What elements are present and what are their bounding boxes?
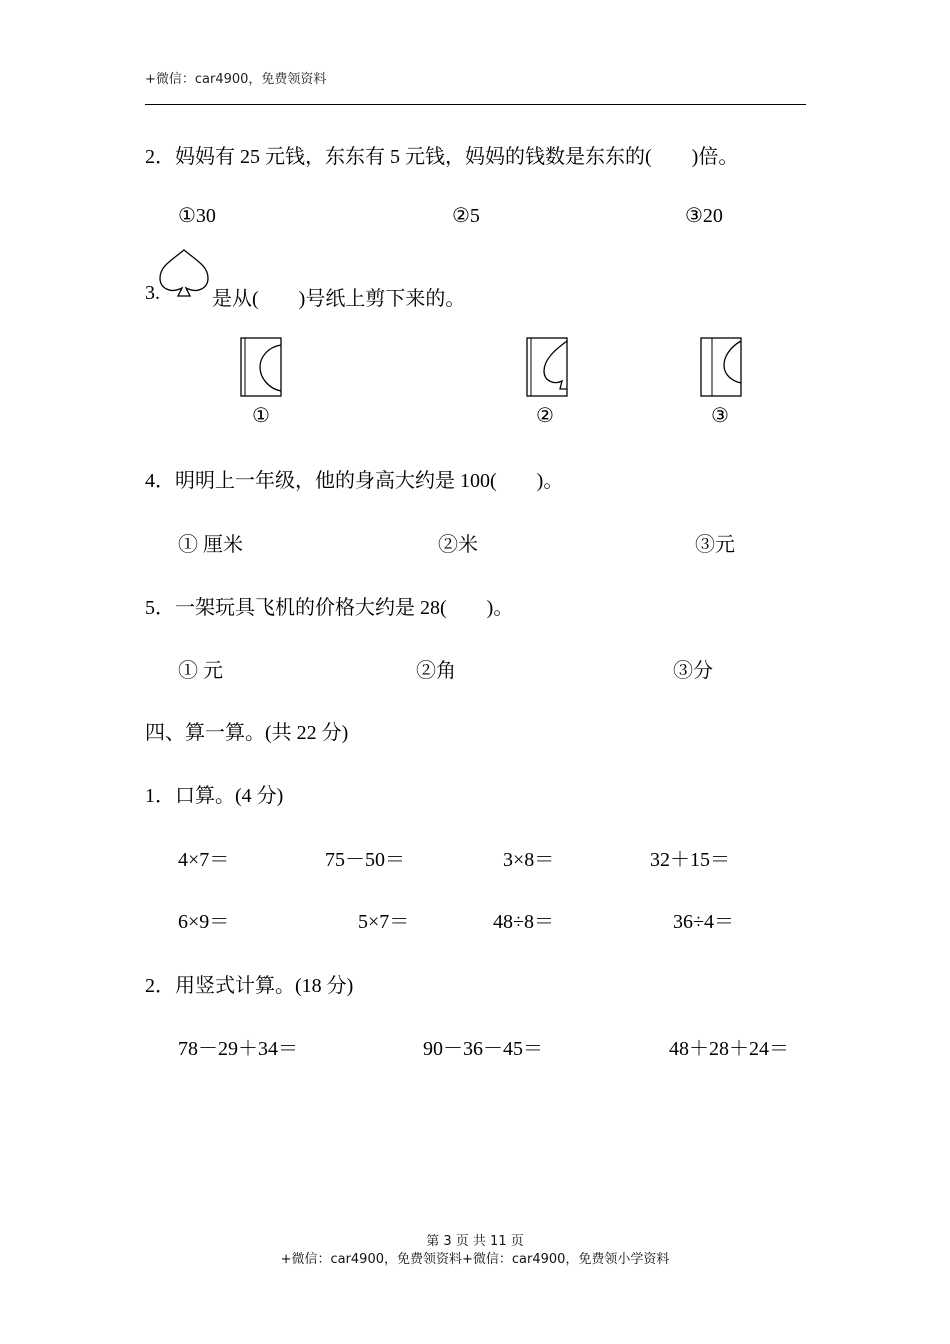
part-2-title: 2．用竖式计算。(18 分) — [145, 975, 354, 997]
paper-shape-2-icon — [526, 337, 570, 399]
paper-label-3: ③ — [711, 405, 729, 427]
question-4 — [145, 464, 563, 493]
oral-calc-item: 4×7＝ — [178, 849, 230, 871]
spade-shape-icon — [158, 248, 218, 298]
oral-calc-item: 48÷8＝ — [493, 911, 554, 933]
oral-calc-item: 5×7＝ — [358, 911, 410, 933]
paper-shape-3-icon — [700, 337, 744, 399]
question-2 — [145, 140, 738, 169]
question-5 — [145, 591, 513, 620]
paper-label-2: ② — [536, 405, 554, 427]
question-text: 明明上一年级，他的身高大约是 100( — [175, 470, 497, 492]
question-text: 一架玩具飞机的价格大约是 28( — [175, 597, 447, 619]
question-number: 4． — [145, 470, 175, 492]
footer-note: +微信：car4900，免费领资料+微信：car4900，免费领小学资料 — [280, 1252, 670, 1267]
section-title: 四、算一算。(共 22 分) — [145, 722, 349, 744]
option-2: ②角 — [416, 660, 456, 682]
question-text-end: )。 — [486, 597, 514, 619]
option-3: ③20 — [685, 205, 723, 227]
oral-calc-item: 3×8＝ — [503, 849, 555, 871]
header-note: +微信：car4900，免费领资料 — [145, 72, 327, 87]
oral-calc-item: 75－50＝ — [325, 849, 405, 871]
question-number: 5． — [145, 597, 175, 619]
paper-label-1: ① — [252, 405, 270, 427]
question-text-end: )倍。 — [691, 146, 739, 168]
option-3: ③元 — [695, 534, 735, 556]
paper-shape-1-icon — [240, 337, 284, 399]
question-3-number: 3. — [145, 282, 160, 304]
question-text: 妈妈有 25 元钱，东东有 5 元钱，妈妈的钱数是东东的( — [175, 146, 652, 168]
question-text-end: )。 — [536, 470, 564, 492]
option-2: ②5 — [452, 205, 480, 227]
option-1: ①30 — [178, 205, 216, 227]
option-1: ① 厘米 — [178, 534, 243, 556]
part-1-title: 1．口算。(4 分) — [145, 785, 284, 807]
vertical-calc-item: 48＋28＋24＝ — [669, 1038, 789, 1060]
option-2: ②米 — [438, 534, 478, 556]
oral-calc-item: 32＋15＝ — [650, 849, 730, 871]
oral-calc-item: 6×9＝ — [178, 911, 230, 933]
question-text-end: )号纸上剪下来的。 — [298, 288, 466, 310]
vertical-calc-item: 78－29＋34＝ — [178, 1038, 298, 1060]
question-number: 2． — [145, 146, 175, 168]
oral-calc-item: 36÷4＝ — [673, 911, 734, 933]
question-text: 是从( — [212, 288, 259, 310]
vertical-calc-item: 90－36－45＝ — [423, 1038, 543, 1060]
page-number: 第 3 页 共 11 页 — [426, 1234, 524, 1249]
option-3: ③分 — [673, 660, 713, 682]
header-divider — [145, 104, 806, 105]
option-1: ① 元 — [178, 660, 223, 682]
question-3 — [212, 282, 465, 311]
